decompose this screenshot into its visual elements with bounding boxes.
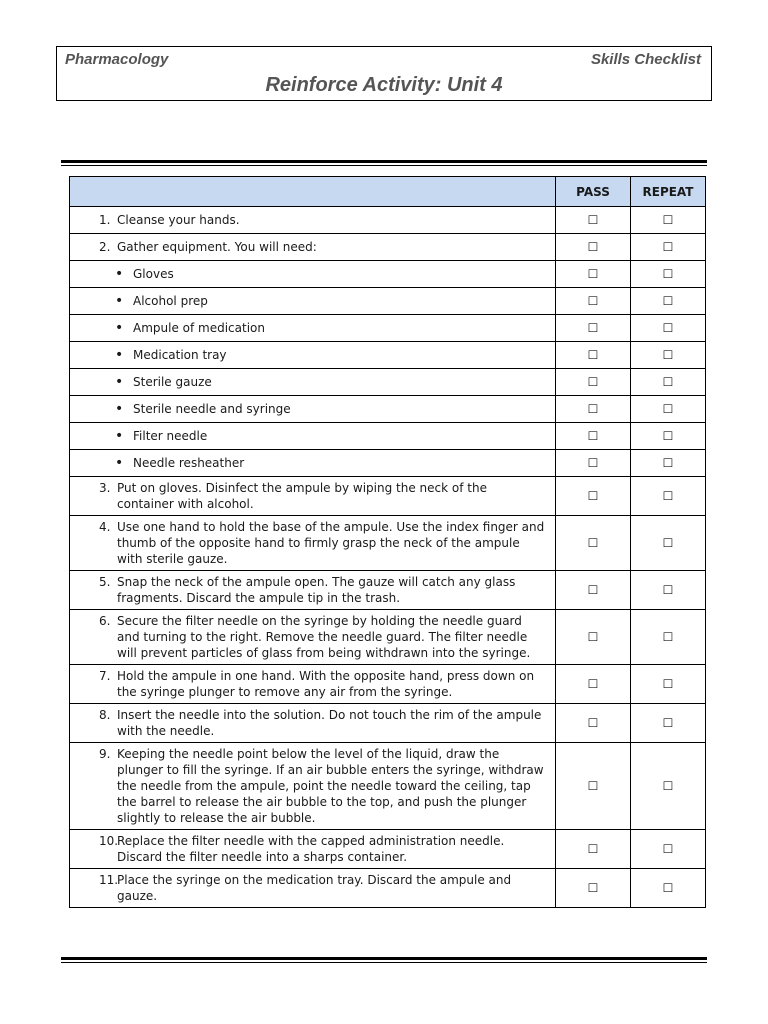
step-cell bbox=[70, 704, 556, 743]
table-row bbox=[70, 315, 706, 342]
table-row bbox=[70, 830, 706, 869]
bullet-icon: • bbox=[115, 293, 124, 309]
bullet-icon: • bbox=[115, 401, 124, 417]
table-row bbox=[70, 704, 706, 743]
equipment-item-text: Medication tray bbox=[133, 348, 227, 362]
repeat-checkbox[interactable]: ☐ bbox=[631, 516, 706, 571]
pass-checkbox[interactable]: ☐ bbox=[556, 610, 631, 665]
table-row bbox=[70, 477, 706, 516]
step-number: 9. bbox=[99, 747, 111, 761]
step-cell bbox=[70, 477, 556, 516]
table-row bbox=[70, 665, 706, 704]
repeat-checkbox[interactable]: ☐ bbox=[631, 450, 706, 477]
step-text: Gather equipment. You will need: bbox=[117, 240, 317, 254]
step-cell bbox=[70, 516, 556, 571]
step-number: 1. bbox=[99, 213, 111, 227]
step-text: Put on gloves. Disinfect the ampule by wiping the neck of the container with alcohol. bbox=[117, 481, 487, 511]
equipment-item-cell bbox=[70, 315, 556, 342]
table-row bbox=[70, 516, 706, 571]
step-number: 10. bbox=[99, 834, 119, 848]
step-number: 11. bbox=[99, 873, 119, 887]
table-row bbox=[70, 396, 706, 423]
bullet-icon: • bbox=[115, 428, 124, 444]
pass-checkbox[interactable]: ☐ bbox=[556, 571, 631, 610]
repeat-checkbox[interactable]: ☐ bbox=[631, 610, 706, 665]
table-row bbox=[70, 234, 706, 261]
bullet-icon: • bbox=[115, 455, 124, 471]
repeat-checkbox[interactable]: ☐ bbox=[631, 704, 706, 743]
table-row bbox=[70, 869, 706, 908]
repeat-checkbox[interactable]: ☐ bbox=[631, 665, 706, 704]
page-title: Reinforce Activity: Unit 4 bbox=[265, 74, 503, 96]
repeat-checkbox[interactable]: ☐ bbox=[631, 234, 706, 261]
pass-checkbox[interactable]: ☐ bbox=[556, 704, 631, 743]
bottom-divider bbox=[61, 957, 707, 963]
pass-checkbox[interactable]: ☐ bbox=[556, 396, 631, 423]
pass-checkbox[interactable]: ☐ bbox=[556, 423, 631, 450]
step-text: Hold the ampule in one hand. With the opposite hand, press down on the syringe plunger to remove any air from the syringe. bbox=[117, 669, 535, 699]
pass-checkbox[interactable]: ☐ bbox=[556, 477, 631, 516]
pass-checkbox[interactable]: ☐ bbox=[556, 342, 631, 369]
pass-checkbox[interactable]: ☐ bbox=[556, 207, 631, 234]
repeat-checkbox[interactable]: ☐ bbox=[631, 830, 706, 869]
pass-checkbox[interactable]: ☐ bbox=[556, 288, 631, 315]
step-text: Place the syringe on the medication tray. Discard the ampule and gauze. bbox=[117, 873, 512, 903]
pass-checkbox[interactable]: ☐ bbox=[556, 261, 631, 288]
document-type-label: Skills Checklist bbox=[590, 51, 701, 68]
header-blank-cell bbox=[70, 177, 556, 207]
bullet-icon: • bbox=[115, 266, 124, 282]
equipment-item-text: Filter needle bbox=[133, 429, 208, 443]
repeat-checkbox[interactable]: ☐ bbox=[631, 423, 706, 450]
equipment-item-cell bbox=[70, 450, 556, 477]
bullet-icon: • bbox=[115, 320, 124, 336]
bullet-icon: • bbox=[115, 347, 124, 363]
pass-checkbox[interactable]: ☐ bbox=[556, 315, 631, 342]
table-row bbox=[70, 743, 706, 830]
equipment-item-cell bbox=[70, 261, 556, 288]
step-number: 3. bbox=[99, 481, 111, 495]
equipment-item-cell bbox=[70, 369, 556, 396]
repeat-checkbox[interactable]: ☐ bbox=[631, 477, 706, 516]
step-cell bbox=[70, 830, 556, 869]
equipment-item-cell bbox=[70, 423, 556, 450]
step-cell bbox=[70, 743, 556, 830]
table-row bbox=[70, 423, 706, 450]
step-text: Insert the needle into the solution. Do not touch the rim of the ampule with the needle. bbox=[117, 708, 542, 738]
step-cell bbox=[70, 610, 556, 665]
pass-checkbox[interactable]: ☐ bbox=[556, 516, 631, 571]
step-text: Cleanse your hands. bbox=[117, 213, 240, 227]
table-row bbox=[70, 369, 706, 396]
equipment-item-text: Sterile gauze bbox=[133, 375, 212, 389]
table-row bbox=[70, 610, 706, 665]
repeat-checkbox[interactable]: ☐ bbox=[631, 288, 706, 315]
pass-checkbox[interactable]: ☐ bbox=[556, 830, 631, 869]
repeat-checkbox[interactable]: ☐ bbox=[631, 342, 706, 369]
repeat-checkbox[interactable]: ☐ bbox=[631, 369, 706, 396]
equipment-item-cell bbox=[70, 396, 556, 423]
step-cell bbox=[70, 665, 556, 704]
step-cell bbox=[70, 207, 556, 234]
repeat-checkbox[interactable]: ☐ bbox=[631, 315, 706, 342]
equipment-item-text: Needle resheather bbox=[133, 456, 245, 470]
table-row bbox=[70, 342, 706, 369]
course-label: Pharmacology bbox=[65, 51, 169, 68]
pass-checkbox[interactable]: ☐ bbox=[556, 369, 631, 396]
equipment-item-cell bbox=[70, 288, 556, 315]
equipment-item-cell bbox=[70, 342, 556, 369]
repeat-column-header: REPEAT bbox=[631, 177, 706, 207]
step-number: 2. bbox=[99, 240, 111, 254]
equipment-item-text: Alcohol prep bbox=[133, 294, 208, 308]
table-row bbox=[70, 571, 706, 610]
repeat-checkbox[interactable]: ☐ bbox=[631, 261, 706, 288]
pass-checkbox[interactable]: ☐ bbox=[556, 743, 631, 830]
equipment-item-text: Gloves bbox=[133, 267, 174, 281]
bullet-icon: • bbox=[115, 374, 124, 390]
pass-checkbox[interactable]: ☐ bbox=[556, 665, 631, 704]
table-row bbox=[70, 288, 706, 315]
table-row bbox=[70, 450, 706, 477]
repeat-checkbox[interactable]: ☐ bbox=[631, 396, 706, 423]
step-number: 5. bbox=[99, 575, 111, 589]
step-cell bbox=[70, 869, 556, 908]
pass-checkbox[interactable]: ☐ bbox=[556, 234, 631, 261]
table-header-row bbox=[70, 177, 706, 207]
skills-checklist-table bbox=[69, 176, 706, 908]
top-divider bbox=[61, 160, 707, 166]
equipment-item-text: Ampule of medication bbox=[133, 321, 265, 335]
pass-checkbox[interactable]: ☐ bbox=[556, 450, 631, 477]
step-text: Replace the filter needle with the capped administration needle. Discard the filter needle into a sharps container. bbox=[117, 834, 505, 864]
repeat-checkbox[interactable]: ☐ bbox=[631, 571, 706, 610]
step-number: 7. bbox=[99, 669, 111, 683]
pass-checkbox[interactable]: ☐ bbox=[556, 869, 631, 908]
step-text: Snap the neck of the ampule open. The gauze will catch any glass fragments. Discard the ampule tip in the trash. bbox=[117, 575, 516, 605]
step-number: 8. bbox=[99, 708, 111, 722]
table-row bbox=[70, 261, 706, 288]
step-cell bbox=[70, 234, 556, 261]
step-number: 6. bbox=[99, 614, 111, 628]
equipment-item-text: Sterile needle and syringe bbox=[133, 402, 291, 416]
repeat-checkbox[interactable]: ☐ bbox=[631, 207, 706, 234]
step-number: 4. bbox=[99, 520, 111, 534]
pass-column-header: PASS bbox=[556, 177, 631, 207]
step-cell bbox=[70, 571, 556, 610]
header-box bbox=[56, 46, 712, 101]
step-text: Use one hand to hold the base of the ampule. Use the index finger and thumb of the opposite hand to firmly grasp the neck of the ampule with sterile gauze. bbox=[117, 520, 545, 566]
step-text: Keeping the needle point below the level of the liquid, draw the plunger to fill the syringe. If an air bubble enters the syringe, withdraw the needle from the ampule, point the needle toward the ceiling, tap the barrel to release the air bubble to the top, and push the plunger slightly to release the air bubble. bbox=[117, 747, 544, 825]
step-text: Secure the filter needle on the syringe by holding the needle guard and turning to the right. Remove the needle guard. The filter needle will prevent particles of glass from being withdrawn into the syringe. bbox=[117, 614, 531, 660]
repeat-checkbox[interactable]: ☐ bbox=[631, 743, 706, 830]
table-row bbox=[70, 207, 706, 234]
repeat-checkbox[interactable]: ☐ bbox=[631, 869, 706, 908]
